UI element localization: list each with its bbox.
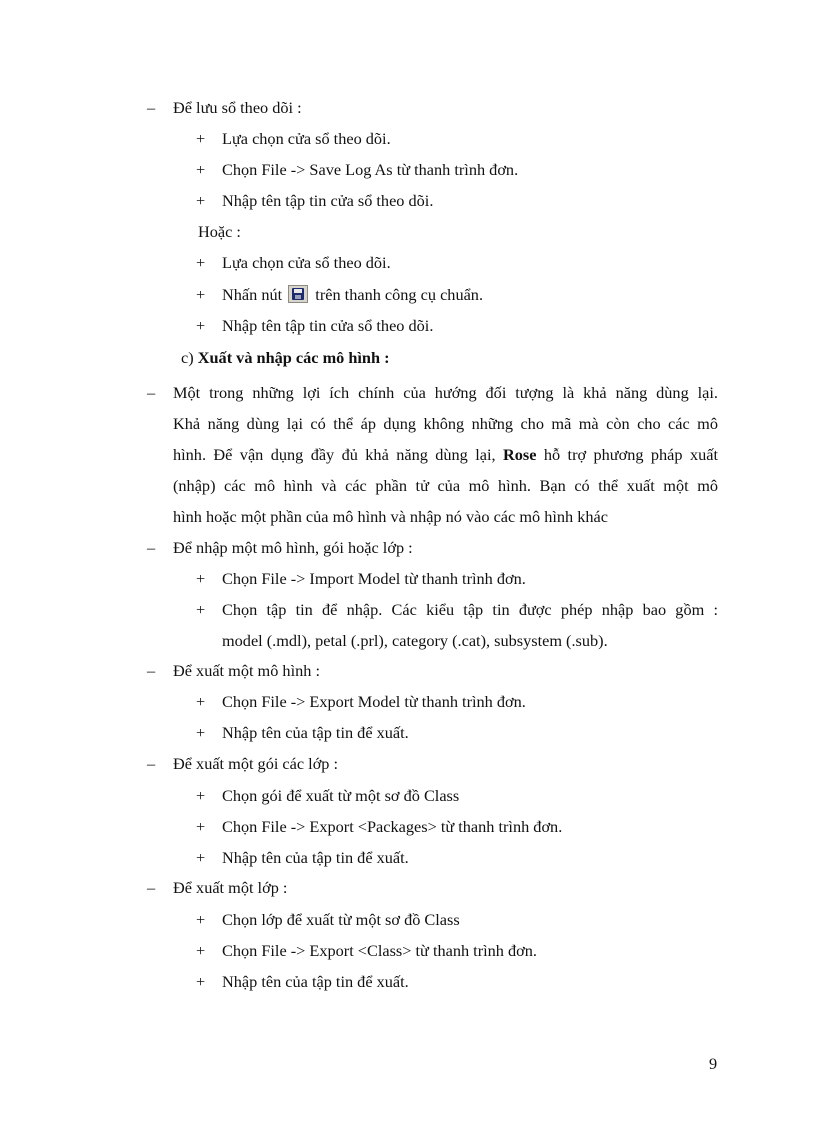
paragraph-line: Khả năng dùng lại có thể áp dụng không những cho mã mà còn cho các mô	[173, 414, 718, 433]
plus-marker: +	[196, 941, 206, 960]
plus-marker: +	[196, 848, 206, 867]
sub-item-text: Chọn File -> Import Model từ thanh trình đơn.	[222, 569, 526, 588]
plus-marker: +	[196, 316, 206, 335]
page-number: 9	[709, 1054, 718, 1073]
plus-marker: +	[196, 253, 206, 272]
plus-marker: +	[196, 285, 206, 304]
dash-marker: –	[147, 383, 156, 402]
bullet-text: Để xuất một gói các lớp :	[173, 754, 339, 773]
plus-marker: +	[196, 972, 206, 991]
sub-item-text: Nhập tên của tập tin để xuất.	[222, 972, 409, 991]
dash-marker: –	[147, 98, 156, 117]
sub-item-text: Chọn File -> Save Log As từ thanh trình đơn.	[222, 160, 519, 179]
section-letter: c)	[181, 348, 194, 367]
toolbar-text: trên thanh công cụ chuẩn.	[315, 285, 484, 304]
paragraph-line: (nhập) các mô hình và các phần tử của mô hình. Bạn có thể xuất một mô	[173, 476, 718, 495]
plus-marker: +	[196, 569, 206, 588]
dash-marker: –	[147, 538, 156, 557]
sub-item-text: Nhập tên của tập tin để xuất.	[222, 848, 409, 867]
sub-item-text: Chọn File -> Export <Class> từ thanh trình đơn.	[222, 941, 537, 960]
plus-marker: +	[196, 786, 206, 805]
bullet-text: Để nhập một mô hình, gói hoặc lớp :	[173, 538, 413, 557]
plus-marker: +	[196, 160, 206, 179]
sub-item-text	[222, 285, 483, 305]
bullet-text: Để xuất một mô hình :	[173, 661, 320, 680]
paragraph-line: hình hoặc một phần của mô hình và nhập nó vào các mô hình khác	[173, 507, 608, 526]
plus-marker: +	[196, 600, 206, 619]
sub-item-text: Nhập tên tập tin cửa sổ theo dõi.	[222, 191, 434, 210]
sub-item-text: Nhập tên tập tin cửa sổ theo dõi.	[222, 316, 434, 335]
sub-item-text: Chọn tập tin để nhập. Các kiểu tập tin được phép nhập bao gồm :	[222, 600, 718, 619]
plus-marker: +	[196, 910, 206, 929]
bullet-text: Để xuất một lớp :	[173, 878, 288, 897]
sub-item-text: Chọn lớp để xuất từ một sơ đồ Class	[222, 910, 460, 929]
sub-item-text: Chọn File -> Export <Packages> từ thanh trình đơn.	[222, 817, 563, 836]
section-title: Xuất và nhập các mô hình :	[197, 348, 390, 367]
plus-marker: +	[196, 817, 206, 836]
dash-marker: –	[147, 878, 156, 897]
plus-marker: +	[196, 692, 206, 711]
sub-item-text: Lựa chọn cửa sổ theo dõi.	[222, 129, 391, 148]
dash-marker: –	[147, 754, 156, 773]
plus-marker: +	[196, 129, 206, 148]
dash-marker: –	[147, 661, 156, 680]
or-label: Hoặc :	[198, 222, 241, 241]
sub-item-text: Nhập tên của tập tin để xuất.	[222, 723, 409, 742]
plus-marker: +	[196, 191, 206, 210]
sub-item-text: model (.mdl), petal (.prl), category (.cat), subsystem (.sub).	[222, 631, 608, 650]
rose-name: Rose	[502, 445, 537, 464]
sub-item-text: Chọn File -> Export Model từ thanh trình đơn.	[222, 692, 526, 711]
plus-marker: +	[196, 723, 206, 742]
sub-item-text: Lựa chọn cửa sổ theo dõi.	[222, 253, 391, 272]
bullet-text: Để lưu sổ theo dõi :	[173, 98, 302, 117]
save-icon	[288, 285, 308, 303]
paragraph-line: Một trong những lợi ích chính của hướng đối tượng là khả năng dùng lại.	[173, 383, 718, 402]
press-text: Nhấn nút	[222, 285, 283, 304]
paragraph-line: hình. Để vận dụng đầy đủ khả năng dùng lại, Rose hỗ trợ phương pháp xuất	[173, 445, 718, 464]
sub-item-text: Chọn gói để xuất từ một sơ đồ Class	[222, 786, 460, 805]
